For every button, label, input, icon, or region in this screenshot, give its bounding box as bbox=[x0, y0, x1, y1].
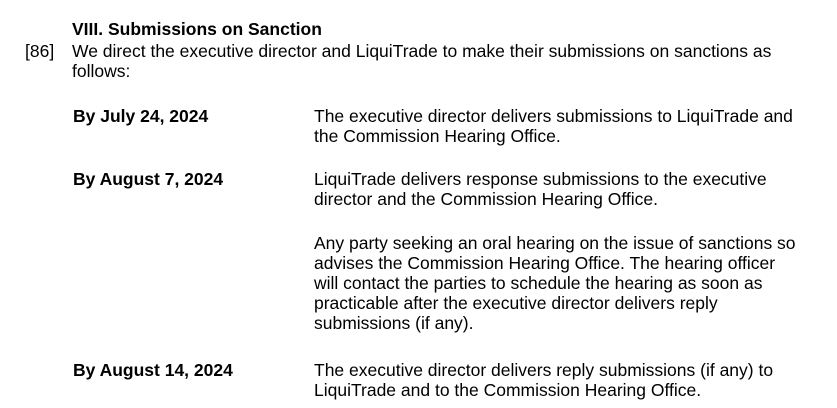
schedule-date-1: By July 24, 2024 bbox=[73, 106, 209, 126]
schedule-date-3: By August 14, 2024 bbox=[73, 360, 233, 380]
schedule-date-2: By August 7, 2024 bbox=[73, 169, 224, 189]
paragraph-text: We direct the executive director and LiquiTrade to make their submissions on sanctions as follows: bbox=[72, 41, 772, 81]
section-heading: VIII. Submissions on Sanction bbox=[72, 19, 322, 39]
schedule-text-1: The executive director delivers submissions to LiquiTrade and the Commission Hearing Office. bbox=[314, 106, 793, 146]
schedule-text-2b: Any party seeking an oral hearing on the issue of sanctions so advises the Commission Hearing Office. The hearing officer will contact the parties to schedule the hearing as soon as practicable after the executive director delivers reply submissions (if any). bbox=[314, 233, 796, 333]
schedule-text-2a: LiquiTrade delivers response submissions to the executive director and the Commission Hearing Office. bbox=[314, 169, 767, 209]
paragraph-number: [86] bbox=[25, 41, 55, 61]
schedule-text-3: The executive director delivers reply submissions (if any) to LiquiTrade and to the Commission Hearing Office. bbox=[314, 360, 774, 400]
